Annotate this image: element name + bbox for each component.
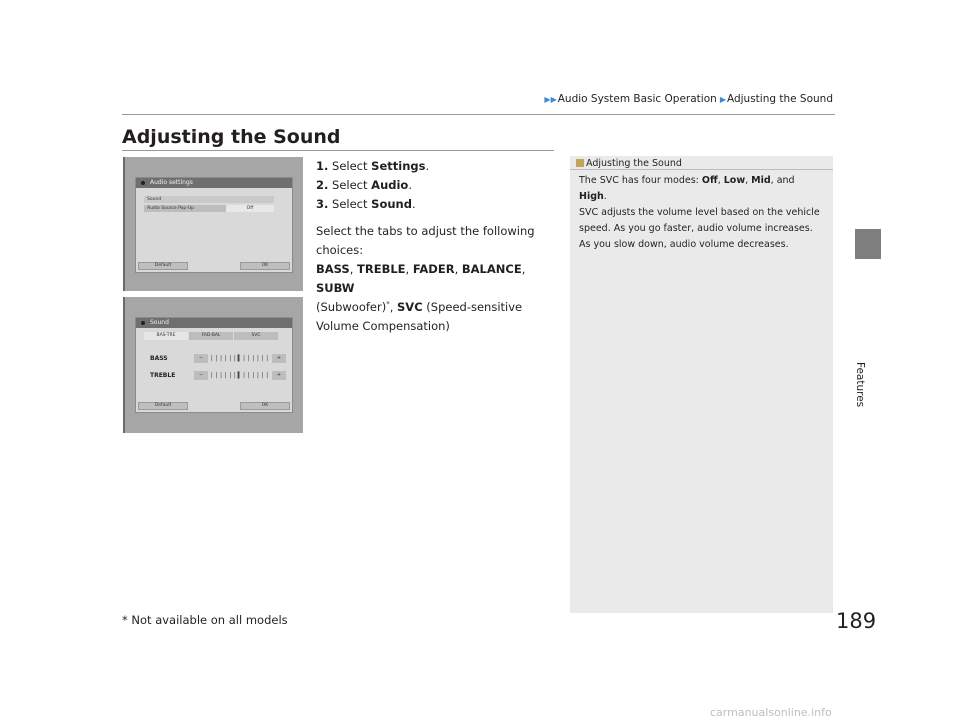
mode-high: High (579, 191, 604, 202)
slider-ticks: ||||||▌|||||| (210, 355, 270, 362)
separator: , and (770, 175, 795, 186)
ok-button-image: OK (240, 262, 290, 270)
separator: . (603, 191, 607, 202)
footnote: * Not available on all models (122, 613, 288, 627)
side-note (570, 156, 833, 613)
step-number: 3. (316, 197, 329, 211)
choices-paragraph (316, 224, 535, 333)
tab-bas-tre: BAS-TRE (144, 332, 188, 340)
breadcrumb-section: Audio System Basic Operation (557, 93, 717, 105)
separator: , (389, 300, 398, 314)
step-text: Select (332, 178, 372, 192)
choice-svc-desc: (Speed-sensitive Volume Compensation) (316, 300, 523, 333)
watermark: carmanualsonline.info (710, 706, 832, 719)
menu-row-label: Audio Source Pop-Up (147, 206, 195, 211)
side-note-header (570, 156, 833, 170)
menu-row-label: Sound (147, 197, 162, 202)
step-target: Audio (371, 178, 409, 192)
note-marker-icon (576, 159, 584, 167)
tab-fad-bal: FAD-BAL (189, 332, 233, 340)
step-target: Sound (371, 197, 412, 211)
separator: , (349, 262, 358, 276)
screen-title: Sound (150, 319, 169, 326)
step-punct: . (425, 159, 430, 173)
bullet-icon (141, 321, 145, 325)
breadcrumb-page: Adjusting the Sound (726, 93, 833, 105)
step-punct: . (408, 178, 412, 192)
separator: , (454, 262, 462, 276)
screen-title-bar (136, 178, 292, 188)
choice-svc: SVC (397, 300, 423, 314)
step-number: 1. (316, 159, 329, 173)
sound-screen (135, 317, 293, 413)
section-side-label: Features (854, 362, 866, 408)
sound-screenshot (123, 297, 303, 433)
title-divider (122, 150, 554, 151)
default-button-image: Default (138, 402, 188, 410)
menu-row-audio-source-popup (144, 205, 274, 212)
mode-low: Low (723, 175, 746, 186)
step-item (316, 157, 556, 176)
bullet-icon (141, 181, 145, 185)
choice-fader: FADER (412, 262, 455, 276)
step-item (316, 176, 556, 195)
treble-slider-row (150, 371, 286, 380)
slider-label: BASS (150, 355, 168, 362)
instructions (316, 157, 556, 336)
choice-subw-desc: (Subwoofer) (316, 300, 387, 314)
note-text: SVC adjusts the volume level based on the vehicle speed. As you go faster, audio volume increases. As you slow down, audio volume decreases. (579, 207, 820, 250)
step-text: Select (332, 197, 372, 211)
page-title: Adjusting the Sound (122, 126, 341, 148)
separator: , (405, 262, 413, 276)
breadcrumb-arrow-icon: ▶▶ (544, 94, 557, 104)
mode-off: Off (701, 175, 718, 186)
screen-title-bar (136, 318, 292, 328)
menu-row-sound (144, 196, 274, 203)
separator: , (521, 262, 526, 276)
step-item (316, 195, 556, 214)
section-tab-marker (855, 229, 881, 259)
slider-ticks: ||||||▌|||||| (210, 372, 270, 379)
header-divider (122, 114, 835, 115)
mode-mid: Mid (751, 175, 771, 186)
side-note-title: Adjusting the Sound (586, 157, 682, 169)
minus-icon: − (194, 371, 208, 380)
separator: , (745, 175, 752, 186)
screen-title: Audio settings (150, 179, 193, 186)
sound-tabs (144, 332, 278, 340)
footnote-marker: * (386, 300, 390, 309)
bass-slider-row (150, 354, 286, 363)
tab-svc: SVC (234, 332, 278, 340)
menu-row-value: Off (226, 205, 274, 212)
default-button-image: Default (138, 262, 188, 270)
slider-label: TREBLE (150, 372, 176, 379)
choice-treble: TREBLE (357, 262, 406, 276)
minus-icon: − (194, 354, 208, 363)
breadcrumb (544, 93, 833, 105)
choice-bass: BASS (316, 262, 350, 276)
plus-icon: + (272, 371, 286, 380)
breadcrumb-arrow-icon: ▶ (719, 94, 726, 104)
plus-icon: + (272, 354, 286, 363)
audio-settings-screenshot (123, 157, 303, 291)
separator: , (717, 175, 724, 186)
step-number: 2. (316, 178, 329, 192)
side-note-body (570, 170, 833, 253)
page-number: 189 (836, 609, 877, 633)
step-target: Settings (371, 159, 426, 173)
screen-button-bar (136, 402, 292, 412)
step-text: Select (332, 159, 372, 173)
paragraph-intro: Select the tabs to adjust the following choices: (316, 224, 535, 257)
audio-settings-screen (135, 177, 293, 273)
step-punct: . (411, 197, 416, 211)
ok-button-image: OK (240, 402, 290, 410)
choice-balance: BALANCE (461, 262, 522, 276)
choice-subw: SUBW (316, 281, 355, 295)
note-text: The SVC has four modes: (579, 175, 702, 186)
screen-button-bar (136, 262, 292, 272)
